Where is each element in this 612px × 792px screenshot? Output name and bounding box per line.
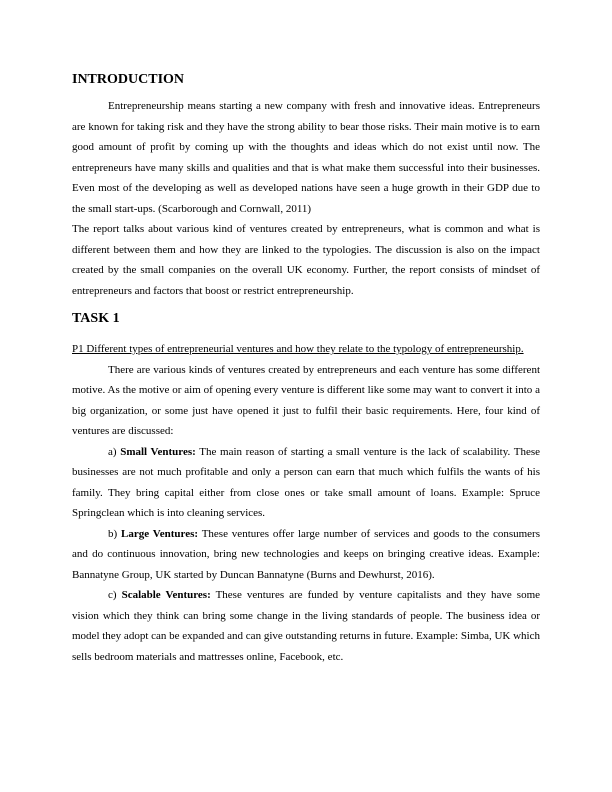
introduction-paragraph-2: The report talks about various kind of ventures created by entrepreneurs, what is common and what is different between them and how they are linked to the typologies. The discussion is also on the impact created by the small companies on the overall UK economy. Further, the report consists of mindset of entrepreneurs and factors that boost or restrict entrepreneurship. [72, 223, 540, 297]
venture-small [72, 442, 540, 524]
task1-intro-paragraph: There are various kinds of ventures created by entrepreneurs and each venture has some different motive. As the motive or aim of opening every venture is different like some may want to convert it into a big organization, or some just have opened it just to fulfil their basic requirements. Here, four kind of ventures are discussed: [72, 363, 540, 437]
introduction-heading: INTRODUCTION [72, 72, 185, 87]
venture-text: These ventures offer large number of services and goods to the consumers and do continuous innovation, bring new technologies and keeps on bringing creative ideas. Example: Bannatyne Group, UK started by Duncan Bannatyne (Burns and Dewhurst, 2016). [72, 527, 540, 581]
venture-scalable [72, 585, 540, 667]
venture-title: Scalable Ventures: [121, 589, 211, 601]
venture-prefix: b) [108, 527, 118, 540]
venture-title: Small Ventures: [120, 445, 196, 458]
venture-title: Large Ventures: [121, 527, 199, 540]
venture-text: These ventures are funded by venture capitalists and they have some vision which they think can bring some change in the living standards of people. The business idea or model they adopt can be expanded and can give outstanding returns in future. Example: Simba, UK which sells bedroom materials and mattresses online, Facebook, etc. [72, 589, 541, 663]
task1-subheading: P1 Different types of entrepreneurial ventures and how they relate to the typology of entrepreneurship. [72, 343, 524, 355]
task1-heading: TASK 1 [72, 311, 120, 326]
introduction-paragraph-1: Entrepreneurship means starting a new company with fresh and innovative ideas. Entrepreneurs are known for taking risk and they have the strong ability to bear those risks. Their main motive is to earn good amount of profit by coming up with the thoughts and ideas which do not exist until now. The entrepreneurs have many skills and qualities and that is what make them successful into their businesses. Even most of the developing as well as developed nations have seen a huge growth in their GDP due to the small start-ups. (Scarborough and Cornwall, 2011) [72, 100, 540, 215]
venture-prefix: c) [108, 589, 117, 601]
venture-prefix: a) [108, 445, 117, 458]
venture-large [72, 524, 540, 586]
page-content [72, 70, 540, 667]
venture-text: The main reason of starting a small venture is the lack of scalability. These businesses are not much profitable and only a person can earn that much which fulfils the wants of his family. They bring capital either from close ones or take small amount of loans. Example: Spruce Springclean which is into cleaning services. [72, 445, 540, 519]
